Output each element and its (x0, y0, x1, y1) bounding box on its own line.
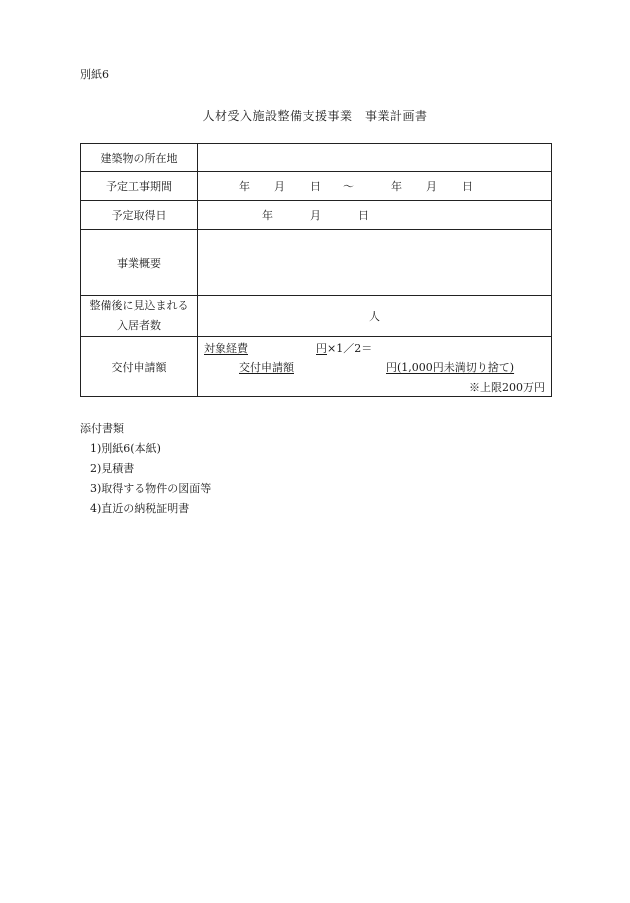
attachments-heading: 添付書類 (80, 422, 124, 435)
table-row-amount (81, 337, 552, 397)
amount-field[interactable] (198, 337, 552, 397)
list-item: 3)取得する物件の図面等 (90, 482, 212, 495)
period-label: 予定工事期間 (81, 172, 198, 201)
page-title: 人材受入施設整備支援事業 事業計画書 (202, 109, 428, 123)
acquisition-label: 予定取得日 (81, 201, 198, 230)
doc-label: 別紙6 (80, 68, 109, 81)
acq-month: 月 (310, 209, 321, 222)
plan-table (80, 143, 552, 397)
list-item: 2)見積書 (90, 462, 135, 475)
attachments-section (80, 419, 211, 519)
residents-label-line2: 入居者数 (117, 319, 161, 332)
amount-cap-note: ※上限200万円 (469, 381, 545, 394)
amount-line1 (204, 340, 372, 356)
period-start-day: 日 (310, 180, 321, 193)
target-cost-label: 対象経費 円 (204, 342, 327, 355)
formula-suffix: ×1／2＝ (327, 342, 373, 355)
summary-label: 事業概要 (81, 230, 198, 296)
amount-line2: 交付申請額 円(1,000円未満切り捨て) (239, 361, 515, 374)
summary-field[interactable] (198, 230, 552, 296)
list-item: 4)直近の納税証明書 (90, 502, 190, 515)
table-row-summary (81, 230, 552, 296)
table-row-location (81, 144, 552, 172)
residents-label-line1: 整備後に見込まれる (89, 299, 189, 312)
period-tilde: ～ (343, 180, 354, 193)
period-end-day: 日 (462, 180, 473, 193)
period-start-month: 月 (274, 180, 285, 193)
residents-label (81, 296, 198, 337)
acq-day: 日 (358, 209, 369, 222)
acq-year: 年 (262, 209, 273, 222)
table-row-period (81, 172, 552, 201)
period-start-year: 年 (239, 180, 250, 193)
list-item: 1)別紙6(本紙) (90, 442, 161, 455)
period-end-year: 年 (391, 180, 402, 193)
period-end-month: 月 (426, 180, 437, 193)
residents-field[interactable] (198, 296, 552, 337)
amount-label: 交付申請額 (81, 337, 198, 397)
period-field[interactable] (198, 172, 552, 201)
location-field[interactable] (198, 144, 552, 172)
table-row-acquisition (81, 201, 552, 230)
location-label: 建築物の所在地 (81, 144, 198, 172)
acquisition-field[interactable] (198, 201, 552, 230)
table-row-residents (81, 296, 552, 337)
residents-unit: 人 (369, 310, 380, 323)
